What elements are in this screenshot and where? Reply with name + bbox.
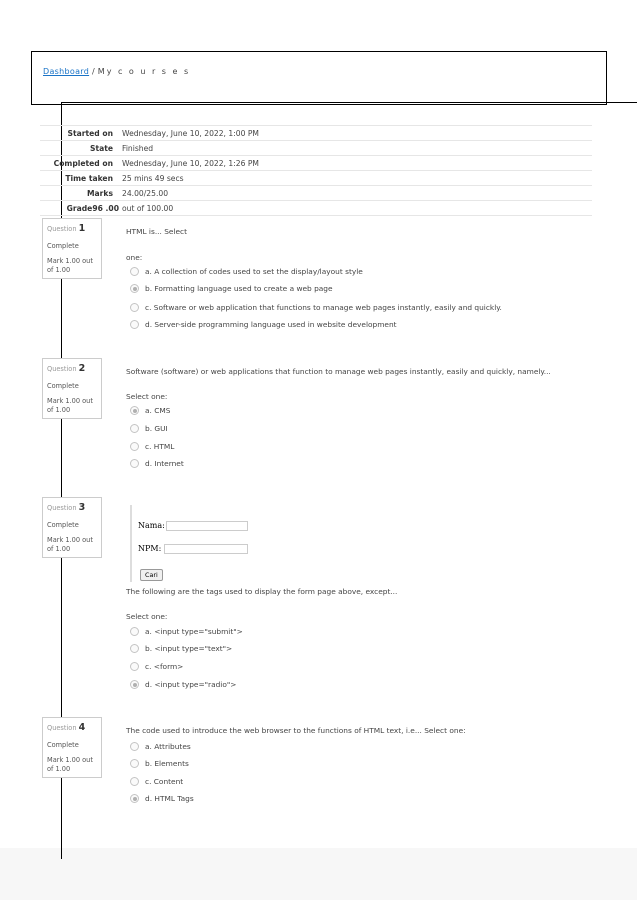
question-4-option-d[interactable]: d. HTML Tags bbox=[130, 794, 194, 803]
radio-icon[interactable] bbox=[130, 644, 139, 653]
question-2-option-c[interactable]: c. HTML bbox=[130, 442, 174, 451]
breadcrumb bbox=[43, 67, 190, 76]
summary-row-state bbox=[40, 140, 592, 155]
radio-icon[interactable] bbox=[130, 662, 139, 671]
grade-value: out of 100.00 bbox=[122, 203, 174, 213]
completed-label: Completed on bbox=[53, 158, 113, 168]
form-npm-label: NPM: bbox=[138, 544, 162, 553]
question-number: 3 bbox=[78, 502, 86, 513]
question-2-text: Software (software) or web applications that function to manage web pages instantly, easily and quickly, namely... bbox=[126, 367, 551, 376]
radio-icon[interactable] bbox=[130, 303, 139, 312]
radio-icon[interactable] bbox=[130, 742, 139, 751]
radio-icon[interactable] bbox=[130, 459, 139, 468]
started-label: Started on bbox=[67, 128, 113, 138]
question-mark: Mark 1.00 out of 1.00 bbox=[47, 396, 93, 414]
radio-icon[interactable] bbox=[130, 424, 139, 433]
radio-icon[interactable] bbox=[130, 627, 139, 636]
question-3-option-d[interactable]: d. <input type="radio"> bbox=[130, 680, 236, 689]
summary-row-time bbox=[40, 170, 592, 185]
question-state: Complete bbox=[47, 520, 79, 529]
question-1-option-b[interactable]: b. Formatting language used to create a web page bbox=[130, 284, 333, 293]
question-word: Question bbox=[47, 724, 77, 732]
radio-icon[interactable] bbox=[130, 759, 139, 768]
question-3-option-a[interactable]: a. <input type="submit"> bbox=[130, 627, 243, 636]
question-number: 1 bbox=[78, 223, 86, 234]
form-cari-button[interactable]: Cari bbox=[140, 569, 163, 581]
summary-row-completed bbox=[40, 155, 592, 170]
summary-row-grade bbox=[40, 200, 592, 216]
radio-icon[interactable] bbox=[130, 267, 139, 276]
radio-checked-icon[interactable] bbox=[130, 284, 139, 293]
question-word: Question bbox=[47, 365, 77, 373]
grade-label: Grade96 .00 bbox=[66, 203, 119, 213]
marks-label: Marks bbox=[87, 188, 113, 198]
breadcrumb-dashboard-link[interactable]: Dashboard bbox=[43, 67, 90, 76]
question-4-option-a[interactable]: a. Attributes bbox=[130, 742, 191, 751]
marks-value: 24.00/25.00 bbox=[122, 188, 169, 198]
time-taken-value: 25 mins 49 secs bbox=[122, 173, 184, 183]
question-3-text: The following are the tags used to display the form page above, except... bbox=[126, 587, 398, 596]
summary-row-started bbox=[40, 125, 592, 140]
question-4-option-b[interactable]: b. Elements bbox=[130, 759, 189, 768]
question-4-option-c[interactable]: c. Content bbox=[130, 777, 183, 786]
question-1-option-c[interactable]: c. Software or web application that functions to manage web pages instantly, easily and quickly. bbox=[130, 303, 502, 312]
question-4-text: The code used to introduce the web browser to the functions of HTML text, i.e... Select one: bbox=[126, 726, 466, 735]
time-taken-label: Time taken bbox=[65, 173, 113, 183]
question-3-option-c[interactable]: c. <form> bbox=[130, 662, 183, 671]
question-word: Question bbox=[47, 225, 77, 233]
form-nama-label: Nama: bbox=[138, 521, 165, 530]
question-number: 4 bbox=[78, 722, 86, 733]
state-label: State bbox=[89, 143, 113, 153]
radio-checked-icon[interactable] bbox=[130, 406, 139, 415]
question-mark: Mark 1.00 out of 1.00 bbox=[47, 535, 93, 553]
page-header bbox=[31, 51, 607, 105]
question-1-option-d[interactable]: d. Server-side programming language used in website development bbox=[130, 320, 397, 329]
question-2-option-a[interactable]: a. CMS bbox=[130, 406, 170, 415]
question-state: Complete bbox=[47, 241, 79, 250]
question-3-select-one: Select one: bbox=[126, 612, 168, 621]
question-2-info bbox=[42, 358, 102, 419]
question-3-option-b[interactable]: b. <input type="text"> bbox=[130, 644, 232, 653]
question-mark: Mark 1.00 out of 1.00 bbox=[47, 256, 93, 274]
question-1-text: HTML is... Select bbox=[126, 227, 188, 236]
breadcrumb-separator: / bbox=[91, 67, 95, 76]
completed-value: Wednesday, June 10, 2022, 1:26 PM bbox=[122, 158, 259, 168]
question-4-info bbox=[42, 717, 102, 778]
radio-icon[interactable] bbox=[130, 442, 139, 451]
state-value: Finished bbox=[122, 143, 154, 153]
radio-icon[interactable] bbox=[130, 320, 139, 329]
question-1-option-a[interactable]: a. A collection of codes used to set the display/layout style bbox=[130, 267, 363, 276]
question-state: Complete bbox=[47, 740, 79, 749]
radio-checked-icon[interactable] bbox=[130, 680, 139, 689]
question-word: Question bbox=[47, 504, 77, 512]
question-state: Complete bbox=[47, 381, 79, 390]
question-1-info bbox=[42, 218, 102, 279]
attempt-summary-table bbox=[40, 125, 592, 216]
question-2-select-one: Select one: bbox=[126, 392, 168, 401]
question-2-option-b[interactable]: b. GUI bbox=[130, 424, 168, 433]
form-nama-input[interactable] bbox=[166, 521, 248, 531]
breadcrumb-my-courses[interactable]: My c o u r s e s bbox=[97, 67, 191, 76]
question-number: 2 bbox=[78, 363, 86, 374]
question-2-option-d[interactable]: d. Internet bbox=[130, 459, 184, 468]
question-3-info bbox=[42, 497, 102, 558]
radio-checked-icon[interactable] bbox=[130, 794, 139, 803]
question-mark: Mark 1.00 out of 1.00 bbox=[47, 755, 93, 773]
radio-icon[interactable] bbox=[130, 777, 139, 786]
question-1-select-one: one: bbox=[126, 253, 143, 262]
summary-row-marks bbox=[40, 185, 592, 200]
started-value: Wednesday, June 10, 2022, 1:00 PM bbox=[122, 128, 259, 138]
question-3-form-preview bbox=[130, 505, 262, 582]
form-npm-input[interactable] bbox=[164, 544, 248, 554]
